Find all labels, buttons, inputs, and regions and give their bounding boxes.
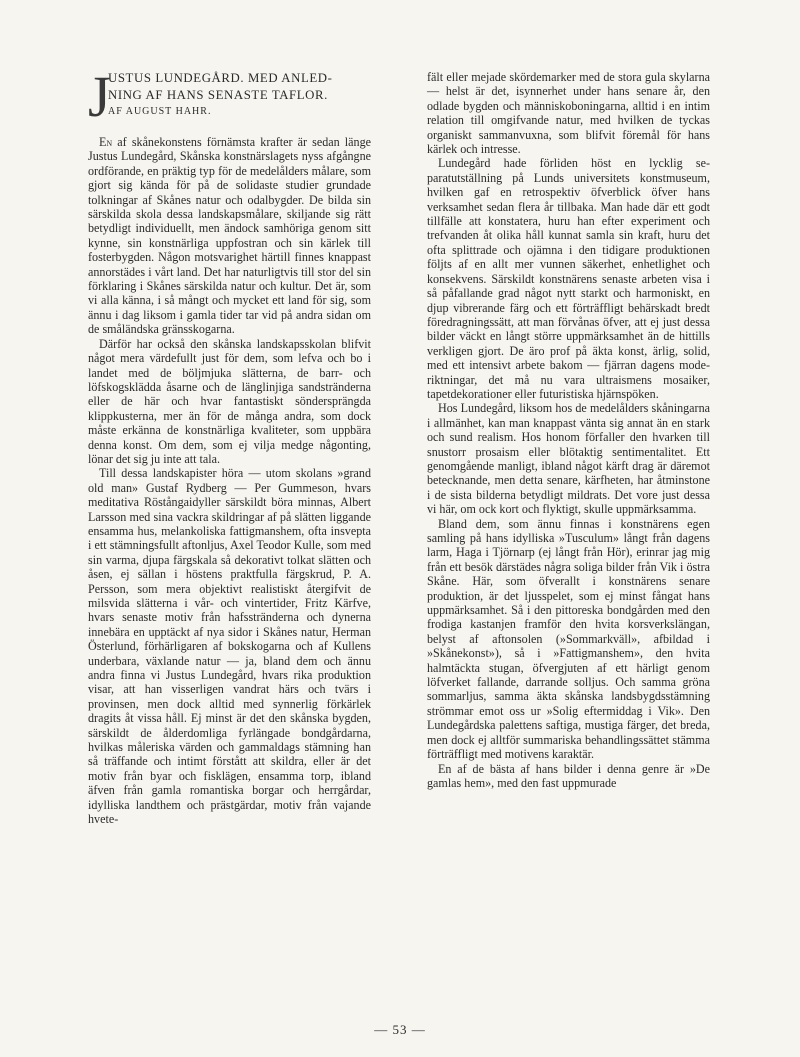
paragraph-1 bbox=[88, 135, 371, 337]
paragraph-3: Till dessa landskapister höra — utom skolans »grand old man» Gustaf Rydberg — Per Gummeson, hvars meditativa Röstångaidyller särskildt böra minnas, Albert Larsson med sina vackra skildringar af på slätten liggande ensamma hus, melankoliska fattigmanshem, ofta insvepta i ett stämningsfullt aftonljus, Axel Teodor Kulle, som med sin varma, djupa färgskala så dekorativt tolkat slätten och åsen, ej sällan i höstens praktfulla färgskrud, P. A. Persson, som mera objektivt realistiskt återgifvit de milsvida slätterna i vår- och vintertider, Fritz Kärfve, hvars senaste motiv från hafsstränderna och dynerna innebära en upptäckt af nya sidor i Skånes natur, Herman Österlund, förhärligaren af bokskogarna och af Kullens underbara, växlande natur — ja, bland dem och ännu andra finna vi Justus Lundegård, hvars rika produktion visar, att han visserligen vandrat härs och tvärs i provinsen, men dock alltid med synnerlig förkärlek dragits åt vissa håll. Ej minst är det den skånska bygden, särskildt de ålderdomliga fyrlängade bondgårdarna, hvilkas måleriska värden och gammaldags stämning han så träffande och intimt förstått att skildra, eller är det motiv från byar och fisklägen, ensamma torp, ibland äfven från gamla romantiska borgar och herrgårdar, idylliska landthem och prästgärdar, motiv från vajande hvete- bbox=[88, 466, 371, 827]
article-title-line-1: USTUS LUNDEGÅRD. MED ANLED- bbox=[108, 71, 333, 85]
article-heading bbox=[88, 64, 371, 129]
paragraph-1-text: af skånekonstens förnämsta krafter är sedan länge Justus Lundegård, Skånska konstnärslagets nyss afgångne ordförande, en präktig typ för de medelålders målare, som gjort sig kända för på de solidaste studier grundade tolkningar af Skånes natur och odalbygder. De bilda sin särskilda skola dessa landskapsmålare, skiljande sig rätt betydligt individuellt, men ändock samhöriga genom sitt kynne, sin konstnärliga uppfostran och sin kärlek till fosterbygden. Någon motsvarighet härtill finnes knappast annorstädes i vårt land. Det har naturligtvis till stor del sin förklaring i Skånes särskilda natur och kultur. Det är, som vi alla känna, i så mångt och mycket ett land för sig, som ännu i dag liksom i gamla tider tar vid på andra sidan om de småländska gränsskogarna. bbox=[88, 135, 371, 337]
paragraph-5: Hos Lundegård, liksom hos de medelålders skåningarna i allmänhet, kan man knappast vänta sig annat än en stark och sund realism. Hos honom förfaller den hvarken till snustorr prosaism eller blötaktig sentimentalitet. Ett genomgående manligt, ibland något kärft drag är däremot betecknande, men detta senare, kärfheten, har åtminstone i de sista bilderna betydligt mildrats. Det vore just dessa vi här, om ock kort och flyktigt, skulle uppmärksamma. bbox=[427, 401, 710, 517]
page-number: — 53 — bbox=[374, 1022, 426, 1037]
paragraph-6: Bland dem, som ännu finnas i konstnärens egen samling på hans idylliska »Tusculum» långt från dagens larm, Haga i Tjörnarp (ej långt från Hör), erinrar jag mig från ett besök därstädes några soliga bilder från Vik i östra Skåne. Här, som öfverallt i konstnärens senare produktion, är det ljusspelet, som ej minst fångat hans uppmärksamhet. Så i den pittoreska bondgården med den frodiga kastanjen framför den hvita korsverkslängan, belyst af aftonsolen (»Sommarkväll», afbildad i »Skånekonst»), så i »Fattigmanshem», den hvita halmtäckta stugan, öfvergjuten af ett härligt genom löfverket fallande, darrande solljus. Och samma gröna sommarljus, samma äkta skånska landsbygdsstämning strömmar emot oss ur »Solig eftermiddag i Vik». Den Lundegårdska palettens saftiga, mustiga färger, det breda, men dock ej alltför summariska behandlingssättet stämma förträffligt med motivens karaktär. bbox=[427, 516, 710, 762]
article-byline: AF AUGUST HAHR. bbox=[108, 106, 212, 117]
right-column bbox=[427, 70, 710, 790]
article-title-line-2: NING AF HANS SENASTE TAFLOR. bbox=[108, 88, 328, 102]
first-word: En bbox=[99, 135, 113, 149]
paragraph-7: En af de bästa af hans bilder i denna genre är »De gamlas hem», med den fast uppmurade bbox=[427, 761, 710, 790]
paragraph-3-continued: fält eller mejade skördemarker med de stora gula skylarna — helst är det, isynnerhet under hans senare år, den odlade bygden och människoboningarna, alltid i en intim relation till omgifvande natur, med hvilken de tyckas organiskt sammanvuxna, som blifvit föremål för hans kärlek och intresse. bbox=[427, 70, 710, 157]
paragraph-4: Lundegård hade förliden höst en lycklig separatutställning på Lunds universitets konstmuseum, hvilken gaf en retrospektiv öfverblick öfver hans verksamhet sedan flera år tillbaka. Man hade där ett godt tillfälle att konstatera, huru han efter experiment och trefvanden åt olika håll kunnat samla sin kraft, huru det ofta splittrade och ojämna i den tidigare produktionen följts af en allt mer vunnen säkerhet, enhetlighet och konsekvens. Särskildt konstnärens senaste arbeten visa i så påfallande grad något nytt starkt och harmoniskt, en djup vibrerande färg och ett förträffligt behärskadt bredt föredragningssätt, att man förvånas öfver, att ej just dessa bilder väckt en långt större uppmärksamhet än de hittills verkligen gjort. De äro prof på äkta konst, ärlig, solid, med ett intensivt arbete bakom — fjärran dagens moderiktningar, det må nu vara ultraismens mosaiker, tapetdekorationer eller futuristiska hjärnspöken. bbox=[427, 156, 710, 401]
drop-cap: J bbox=[88, 64, 111, 129]
paragraph-2: Därför har också den skånska landskapsskolan blifvit något mera värdefullt just för dem, som lefva och bo i landet med de böljmjuka slätterna, de barr- och löfskogsklädda åsarne och de länglinjiga sandstränderna eller de här och hvar fantastiskt söndersprängda klippkusterna, mer än för de många andra, som dock måste erkänna de konstnärliga kvaliteter, som uppbära denna konst. Om dem, som ej vilja medge någonting, lönar det sig ju inte att tala. bbox=[88, 336, 371, 466]
left-column bbox=[88, 64, 371, 827]
